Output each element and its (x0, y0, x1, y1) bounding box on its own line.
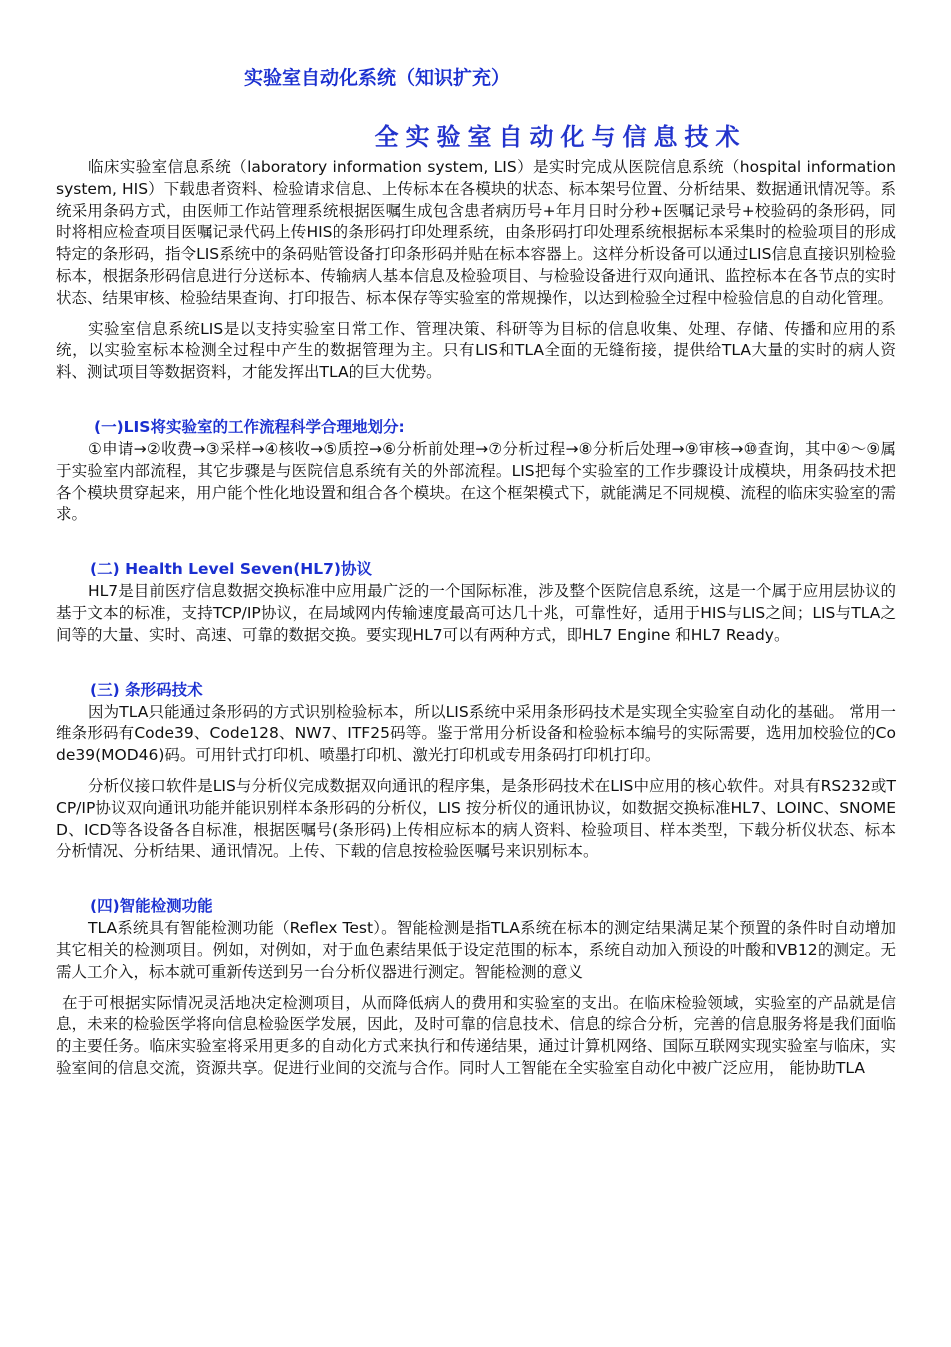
section-3-heading: (三) 条形码技术 (90, 680, 203, 699)
document-subtitle: 全实验室自动化与信息技术 (374, 122, 747, 151)
section-4-paragraph-2: 在于可根据实际情况灵活地决定检测项目，从而降低病人的费用和实验室的支出。在临床检验领域，实验室的产品就是信息，未来的检验医学将向信息检验医学发展，因此，及时可靠的信息技术、信息的综合分析，完善的信息服务将是我们面临的主要任务。临床实验室将采用更多的自动化方式来执行和传递结果，通过计算机网络、国际互联网实现实验室与临床，实验室间的信息交流，资源共享。促进行业间的交流与合作。同时人工智能在全实验室自动化中被广泛应用， 能协助TLA (56, 993, 896, 1077)
section-4-paragraph-1: TLA系统具有智能检测功能（Reflex Test）。智能检测是指TLA系统在标本的测定结果满足某个预置的条件时自动增加其它相关的检测项目。例如，对例如，对于血色素结果低于设定范围的标本，系统自动加入预设的叶酸和VB12的测定。无需人工介入，标本就可重新传送到另一台分析仪器进行测定。智能检测的意义 (56, 919, 896, 981)
section-2-paragraph-1: HL7是目前医疗信息数据交换标准中应用最广泛的一个国际标准，涉及整个医院信息系统，这是一个属于应用层协议的基于文本的标准，支持TCP/IP协议，在局域网内传输速度最高可达几十兆，可靠性好，适用于HIS与LIS之间；LIS与TLA之间等的大量、实时、高速、可靠的数据交换。要实现HL7可以有两种方式，即HL7 Engine 和HL7 Ready。 (56, 582, 896, 644)
document-title: 实验室自动化系统（知识扩充） (244, 67, 511, 89)
section-1-heading: (一)LIS将实验室的工作流程科学合理地划分: (94, 417, 405, 436)
section-2-heading: (二) Health Level Seven(HL7)协议 (90, 560, 373, 579)
document-body (56, 157, 896, 1080)
section-4-heading: (四)智能检测功能 (90, 897, 213, 916)
intro-paragraph-1: 临床实验室信息系统（laboratory information system, LIS）是实时完成从医院信息系统（hospital information system, HIS）下载患者资料、检验请求信息、上传标本在各模块的状态、标本架号位置、分析结果、数据通讯情况等。系统采用条码方式，由医师工作站管理系统根据医嘱生成包含患者病历号+年月日时分秒+医嘱记录号+校验码的条形码，同时将相应检查项目医嘱记录代码上传HIS的条形码打印处理系统，由条形码打印处理系统根据标本采集时的检验项目的形成特定的条形码，指令LIS系统中的条码贴管设备打印条形码并贴在标本容器上。这样分析设备可以通过LIS信息直接识别检验标本，根据条形码信息进行分送标本、传输病人基本信息及检验项目、与检验设备进行双向通讯、监控标本在各节点的实时状态、结果审核、检验结果查询、打印报告、标本保存等实验室的常规操作，以达到检验全过程中检验信息的自动化管理。 (56, 158, 896, 307)
intro-paragraph-2: 实验室信息系统LIS是以支持实验室日常工作、管理决策、科研等为目标的信息收集、处理、存储、传播和应用的系统，以实验室标本检测全过程中产生的数据管理为主。只有LIS和TLA全面的无缝衔接，提供给TLA大量的实时的病人资料、测试项目等数据资料，才能发挥出TLA的巨大优势。 (56, 319, 896, 382)
section-1-paragraph-1: ①申请→②收费→③采样→④核收→⑤质控→⑥分析前处理→⑦分析过程→⑧分析后处理→⑨审核→⑩查询，其中④～⑨属于实验室内部流程，其它步骤是与医院信息系统有关的外部流程。LIS把每个实验室的工作步骤设计成模块，用条码技术把各个模块贯穿起来，用户能个性化地设置和组合各个模块。在这个框架模式下，就能满足不同规模、流程的临床实验室的需求。 (56, 439, 896, 524)
section-3-paragraph-1: 因为TLA只能通过条形码的方式识别检验标本，所以LIS系统中采用条形码技术是实现全实验室自动化的基础。 常用一维条形码有Code39、Code128、NW7、ITF25码等。鉴于常用分析设备和检验标本编号的实际需要，选用加校验位的Code39(MOD46)码。可用针式打印机、喷墨打印机、激光打印机或专用条码打印机打印。 (56, 702, 896, 765)
section-3-paragraph-2: 分析仪接口软件是LIS与分析仪完成数据双向通讯的程序集，是条形码技术在LIS中应用的核心软件。对具有RS232或TCP/IP协议双向通讯功能并能识别样本条形码的分析仪，LIS 按分析仪的通讯协议，如数据交换标准HL7、LOINC、SNOMED、ICD等各设备各自标准，根据医嘱号(条形码)上传相应标本的病人资料、检验项目、样本类型，下载分析仪状态、标本分析情况、分析结果、通讯情况。上传、下载的信息按检验医嘱号来识别标本。 (56, 776, 896, 861)
